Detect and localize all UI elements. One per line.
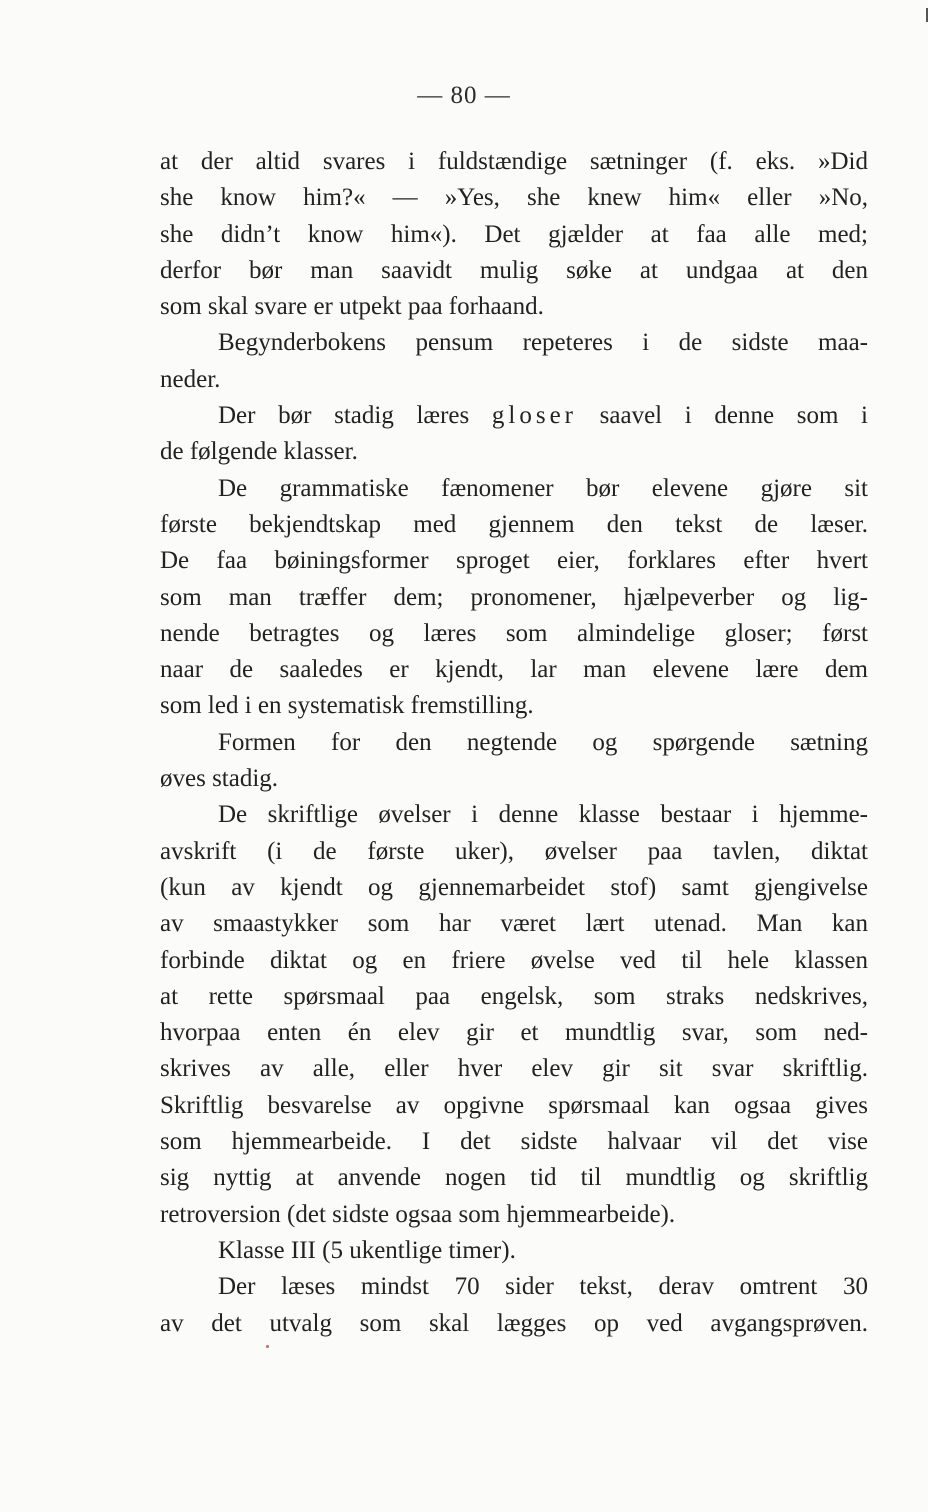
emphasized-word: gloser (491, 402, 578, 430)
text-fragment: saavel i denne som i (577, 402, 868, 430)
text-line: de følgende klasser. (160, 438, 358, 466)
text-line: De grammatiske fænomener bør elevene gjøre sit (218, 474, 868, 502)
text-line: naar de saaledes er kjendt, lar man elevene lære dem (160, 656, 868, 684)
text-line: Begynderbokens pensum repeteres i de sidste maa- (218, 329, 868, 357)
text-line: neder. (160, 365, 221, 393)
text-line: forbinde diktat og en friere øvelse ved til hele klassen (160, 946, 868, 974)
text-line: nende betragtes og læres som almindelige gloser; først (160, 619, 868, 647)
body-text (160, 144, 868, 1342)
text-line: første bekjendtskap med gjennem den tekst de læser. (160, 510, 868, 538)
text-line: she didn’t know him«). Det gjælder at faa alle med; (160, 220, 868, 248)
text-line: hvorpaa enten én elev gir et mundtlig svar, som ned- (160, 1019, 868, 1047)
text-line: she know him?« — »Yes, she knew him« eller »No, (160, 184, 868, 212)
text-line: av det utvalg som skal lægges op ved avgangsprøven. (160, 1309, 868, 1337)
text-line: Skriftlig besvarelse av opgivne spørsmaal kan ogsaa gives (160, 1091, 868, 1119)
text-line: sig nyttig at anvende nogen tid til mundtlig og skriftlig (160, 1164, 868, 1192)
text-line: at rette spørsmaal paa engelsk, som straks nedskrives, (160, 982, 868, 1010)
text-line: skrives av alle, eller hver elev gir sit svar skriftlig. (160, 1055, 868, 1083)
text-line: Der læses mindst 70 sider tekst, derav omtrent 30 (218, 1273, 868, 1301)
text-line: avskrift (i de første uker), øvelser paa tavlen, diktat (160, 837, 868, 865)
ink-speck (266, 1345, 269, 1348)
text-line: som led i en systematisk fremstilling. (160, 692, 534, 720)
text-fragment: Der bør stadig læres (218, 402, 492, 430)
text-line: som hjemmearbeide. I det sidste halvaar vil det vise (160, 1128, 868, 1156)
text-line: av smaastykker som har været lært utenad. Man kan (160, 910, 868, 938)
text-line: derfor bør man saavidt mulig søke at undgaa at den (160, 256, 868, 284)
text-line: Formen for den negtende og spørgende sætning (218, 728, 868, 756)
text-line: øves stadig. (160, 765, 279, 793)
text-line: (kun av kjendt og gjennemarbeidet stof) samt gjengivelse (160, 873, 868, 901)
text-line: Klasse III (5 ukentlige timer). (218, 1236, 516, 1264)
text-line: retroversion (det sidste ogsaa som hjemmearbeide). (160, 1200, 676, 1228)
text-line (160, 398, 868, 434)
page-number: — 80 — (417, 82, 511, 109)
text-line: som skal svare er utpekt paa forhaand. (160, 293, 544, 321)
text-line: De faa bøiningsformer sproget eier, forklares efter hvert (160, 547, 868, 575)
text-line: De skriftlige øvelser i denne klasse bestaar i hjemme- (218, 801, 868, 829)
text-line: som man træffer dem; pronomener, hjælpeverber og lig- (160, 583, 868, 611)
text-line: at der altid svares i fuldstændige sætninger (f. eks. »Did (160, 148, 868, 175)
